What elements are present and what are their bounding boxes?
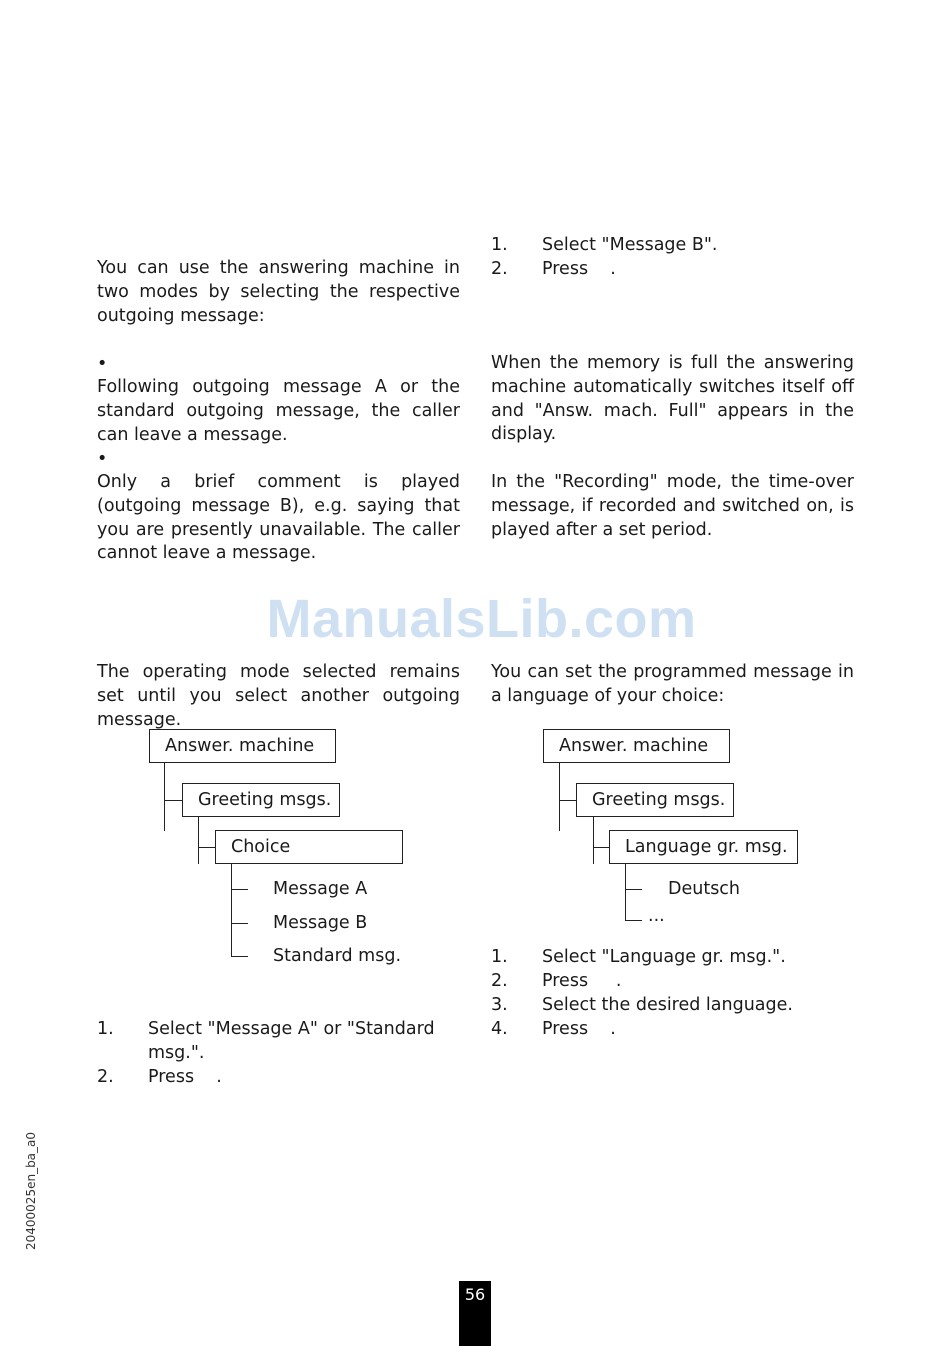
menu-choice: Choice [215, 830, 403, 864]
bullet-1-symbol: • [97, 354, 108, 374]
menu-language-gr-msg: Language gr. msg. [609, 830, 798, 864]
left-step-1-text: Select "Message A" or "Standard [148, 1019, 435, 1039]
left-step-1-num: 1. [97, 1019, 114, 1039]
menu-greeting-msgs: Greeting msgs. [182, 783, 340, 817]
memory-full-paragraph: When the memory is full the answering machine automatically switches itself off and "Answ. mach. Full" appears in the display. [491, 353, 854, 445]
right-top-step-2-text: Press . [542, 259, 616, 279]
menu-greeting-msgs: Greeting msgs. [576, 783, 734, 817]
option-more: ... [648, 906, 665, 926]
menu-root-answer-machine: Answer. machine [149, 729, 336, 763]
right-step-4-num: 4. [491, 1019, 508, 1039]
language-intro: You can set the programmed message in a language of your choice: [491, 662, 854, 706]
right-step-1-num: 1. [491, 947, 508, 967]
right-top-step-1-num: 1. [491, 235, 508, 255]
right-step-3-num: 3. [491, 995, 508, 1015]
option-message-a: Message A [273, 879, 368, 899]
bullet-2-symbol: • [97, 449, 108, 469]
right-step-3-text: Select the desired language. [542, 995, 793, 1015]
right-step-2-num: 2. [491, 971, 508, 991]
right-step-2-text: Press . [542, 971, 622, 991]
left-step-2-text: Press . [148, 1067, 222, 1087]
right-step-4-text: Press . [542, 1019, 616, 1039]
intro-paragraph: You can use the answering machine in two modes by selecting the respective outgoing message: [97, 258, 460, 326]
watermark: ManualsLib.com [266, 589, 697, 649]
right-top-step-1-text: Select "Message B". [542, 235, 718, 255]
right-top-step-2-num: 2. [491, 259, 508, 279]
bullet-1-text: Following outgoing message A or the standard outgoing message, the caller can leave a message. [97, 377, 460, 445]
option-message-b: Message B [273, 913, 368, 933]
page-number: 56 [459, 1281, 491, 1346]
document-code: 20400025en_ba_a0 [24, 1131, 38, 1250]
left-step-2-num: 2. [97, 1067, 114, 1087]
option-deutsch: Deutsch [668, 879, 741, 899]
menu-root-answer-machine: Answer. machine [543, 729, 730, 763]
right-step-1-text: Select "Language gr. msg.". [542, 947, 786, 967]
recording-mode-paragraph: In the "Recording" mode, the time-over message, if recorded and switched on, is played after a set period. [491, 472, 854, 540]
bullet-2-text: Only a brief comment is played (outgoing message B), e.g. saying that you are presently unavailable. The caller cannot leave a message. [97, 472, 460, 564]
mode-note: The operating mode selected remains set until you select another outgoing message. [97, 662, 460, 730]
option-standard-msg: Standard msg. [273, 946, 402, 966]
left-step-1-text-cont: msg.". [148, 1043, 205, 1063]
